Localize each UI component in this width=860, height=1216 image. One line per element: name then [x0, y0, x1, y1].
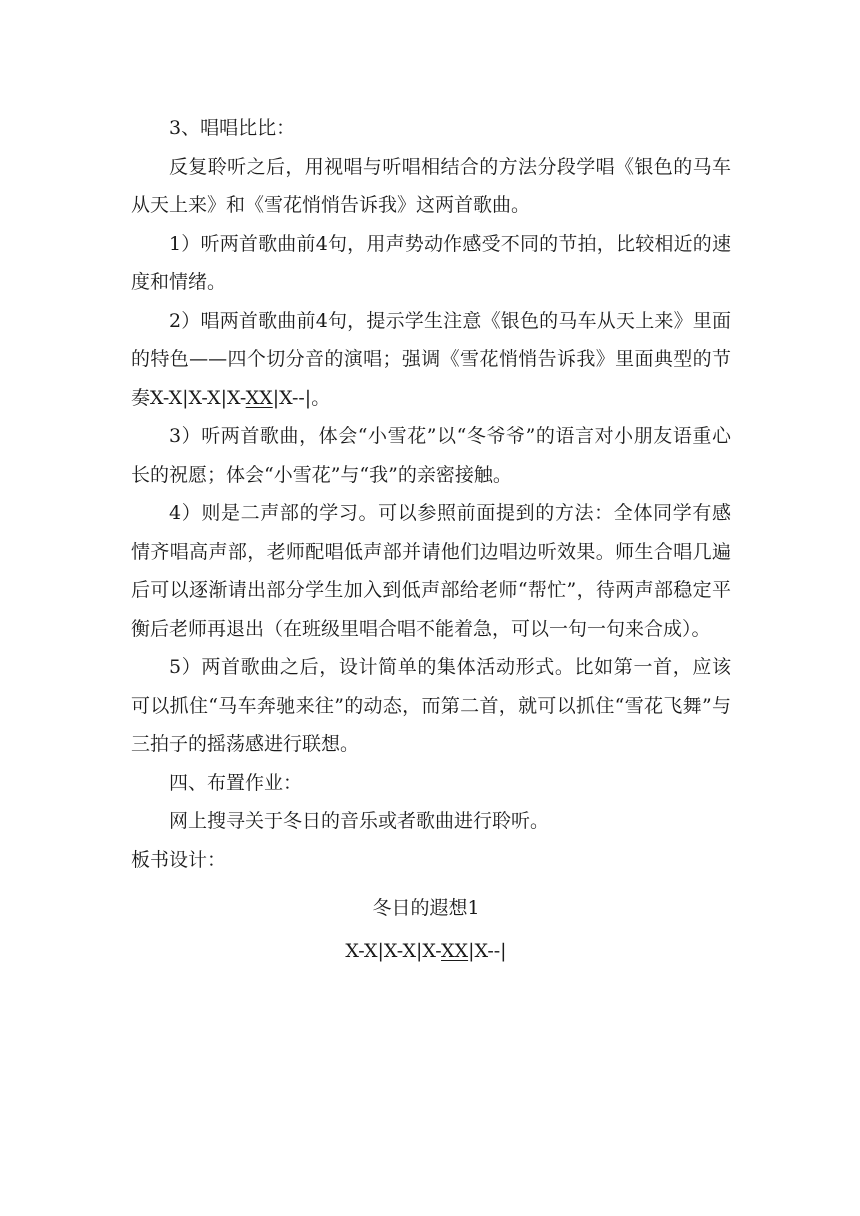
step-4-paragraph: 4）则是二声部的学习。可以参照前面提到的方法：全体同学有感情齐唱高声部，老师配唱低声部并请他们边唱边听效果。师生合唱几遍后可以逐渐请出部分学生加入到低声部给老师“帮忙”，待两声部稳定平衡后老师再退出（在班级里唱合唱不能着急，可以一句一句来合成）。 — [131, 502, 731, 640]
board-rhythm-underlined: XX — [441, 939, 469, 962]
step-5-paragraph: 5）两首歌曲之后，设计简单的集体活动形式。比如第一首，应该可以抓住“马车奔驰来往”的动态，而第二首，就可以抓住“雪花飞舞”与三拍子的摇荡感进行联想。 — [131, 656, 731, 755]
step-3-paragraph: 3）听两首歌曲，体会“小雪花”以“冬爷爷”的语言对小朋友语重心长的祝愿；体会“小雪花”与“我”的亲密接触。 — [131, 425, 731, 486]
section-heading: 3、唱唱比比： — [169, 117, 296, 139]
step-2-rhythm-a: X-X|X-X|X- — [150, 386, 246, 409]
step-2-paragraph — [131, 302, 731, 418]
document-body — [131, 109, 731, 970]
step-2-rhythm-b: |X--|。 — [272, 386, 331, 409]
step-2-rhythm-underlined: XX — [245, 386, 273, 409]
board-title: 冬日的遐想1 — [372, 897, 480, 919]
step-2-text: 2）唱两首歌曲前4句，提示学生注意《银色的马车从天上来》里面的特色——四个切分音的演唱；强调《雪花悄悄告诉我》里面典型的节奏 — [131, 309, 731, 409]
board-rhythm — [121, 932, 731, 971]
homework-text: 网上搜寻关于冬日的音乐或者歌曲进行聆听。 — [169, 810, 550, 832]
step-1-paragraph: 1）听两首歌曲前4句，用声势动作感受不同的节拍，比较相近的速度和情绪。 — [131, 232, 731, 293]
intro-paragraph: 反复聆听之后，用视唱与听唱相结合的方法分段学唱《银色的马车从天上来》和《雪花悄悄告诉我》这两首歌曲。 — [131, 155, 731, 216]
homework-heading: 四、布置作业： — [169, 771, 303, 794]
board-design-heading: 板书设计： — [131, 848, 227, 871]
board-rhythm-a: X-X|X-X|X- — [345, 939, 442, 962]
board-rhythm-b: |X--| — [468, 939, 507, 962]
